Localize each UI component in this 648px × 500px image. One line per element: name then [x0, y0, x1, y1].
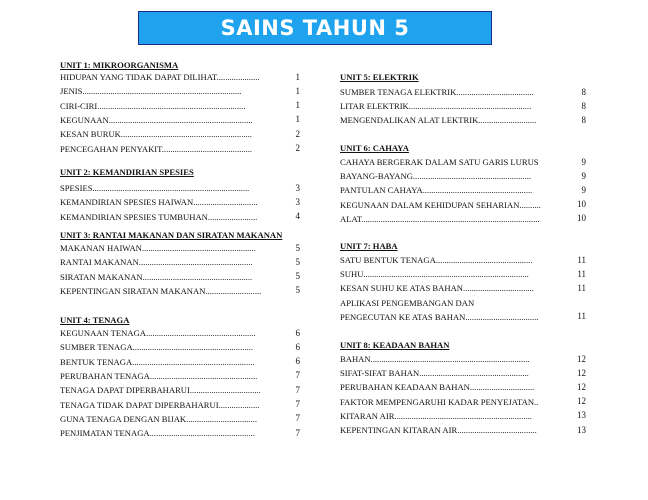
toc-entry-label: KESAN BURUK.............................................................: [60, 129, 252, 140]
unit-heading: UNIT 7: HABA: [340, 241, 398, 251]
toc-entry-label: CAHAYA BERGERAK DALAM SATU GARIS LURUS: [340, 157, 539, 167]
toc-entry-page: 11: [577, 282, 586, 293]
unit-heading: UNIT 2: KEMANDIRIAN SPESIES: [60, 167, 194, 177]
toc-entry-label: MAKANAN HAIWAN.....................................................: [60, 243, 256, 253]
unit-heading: UNIT 5: ELEKTRIK: [340, 72, 419, 82]
toc-entry-page: 5: [295, 256, 300, 267]
toc-entry-label: KEPENTINGAN KITARAN AIR.....................................: [340, 425, 537, 435]
unit-heading: UNIT 4: TENAGA: [60, 315, 130, 325]
title-banner: [138, 11, 492, 45]
unit-heading: UNIT 8: KEADAAN BAHAN: [340, 340, 450, 350]
toc-entry-label: KEMANDIRIAN SPESIES TUMBUHAN.......................: [60, 211, 258, 222]
toc-entry-page: 8: [581, 114, 586, 125]
toc-entry-page: 7: [295, 384, 300, 395]
toc-entry-page: 11: [577, 254, 586, 265]
toc-entry-label: SUHU.............................................................................: [340, 269, 529, 280]
toc-entry-page: 12: [577, 367, 586, 378]
toc-entry-page: 4: [295, 211, 300, 222]
toc-entry-page: 13: [577, 424, 586, 435]
toc-entry-label: SUMBER TENAGA........................................................: [60, 342, 253, 353]
toc-entry-page: 13: [577, 410, 586, 421]
toc-entry-page: 3: [295, 196, 300, 207]
toc-entry-label: KEGUNAAN...................................................................: [60, 114, 253, 125]
toc-entry-page: 12: [577, 396, 586, 407]
unit-heading: UNIT 6: CAHAYA: [340, 143, 409, 153]
toc-entry-label: KITARAN AIR................................................................: [340, 410, 532, 421]
toc-entry-label: SATU BENTUK TENAGA.............................................: [340, 255, 533, 265]
toc-entry-label: PENCEGAHAN PENYAKIT..........................................: [60, 143, 253, 154]
page-title: SAINS TAHUN 5: [220, 16, 410, 40]
toc-entry-page: 2: [295, 128, 300, 139]
toc-entry-page: 5: [295, 242, 300, 253]
toc-entry-label: HIDUPAN YANG TIDAK DAPAT DILIHAT....................: [60, 72, 260, 82]
toc-entry-label: KESAN SUHU KE ATAS BAHAN.................................: [340, 283, 534, 294]
toc-entry-page: 11: [577, 311, 586, 322]
toc-entry-label: PENJIMATAN TENAGA.................................................: [60, 428, 255, 439]
toc-entry-label: SPESIES.........................................................................: [60, 183, 250, 193]
toc-entry-label: PERUBAHAN KEADAAN BAHAN..............................: [340, 382, 535, 393]
toc-entry-page: 6: [295, 341, 300, 352]
toc-entry-page: 9: [581, 184, 586, 195]
toc-entry-label: BENTUK TENAGA.........................................................: [60, 356, 255, 367]
toc-entry-page: 6: [295, 356, 300, 367]
toc-entry-page: 1: [295, 114, 300, 125]
toc-entry-page: 6: [295, 327, 300, 338]
toc-entry-label: PANTULAN CAHAYA...................................................: [340, 185, 533, 196]
toc-entry-page: 10: [577, 213, 586, 224]
toc-entry-label: TENAGA DAPAT DIPERBAHARUI.................................: [60, 385, 261, 396]
toc-entry-page: 9: [581, 170, 586, 181]
toc-entry-label: SIFAT-SIFAT BAHAN...................................................: [340, 368, 529, 379]
toc-entry-label: JENIS..........................................................................: [60, 86, 242, 97]
toc-entry-page: 1: [295, 71, 300, 82]
toc-entry-label: KEGUNAAN TENAGA...................................................: [60, 328, 256, 338]
toc-entry-page: 8: [581, 100, 586, 111]
toc-entry-label: KEPENTINGAN SIRATAN MAKANAN..........................: [60, 285, 262, 296]
toc-entry-page: 8: [581, 86, 586, 97]
toc-entry-label: BAYANG-BAYANG.......................................................: [340, 171, 532, 182]
toc-entry-label: PENGECUTAN KE ATAS BAHAN..................................: [340, 311, 539, 322]
toc-entry-page: 10: [577, 199, 586, 210]
toc-entry-page: 3: [295, 182, 300, 193]
unit-heading: UNIT 3: RANTAI MAKANAN DAN SIRATAN MAKANAN: [60, 230, 283, 240]
toc-entry-page: 5: [295, 285, 300, 296]
toc-entry-page: 2: [295, 143, 300, 153]
toc-entry-page: 7: [295, 413, 300, 424]
toc-entry-label: PERUBAHAN TENAGA..................................................: [60, 370, 258, 381]
toc-entry-page: 9: [581, 156, 586, 167]
toc-entry-label: APLIKASI PENGEMBANGAN DAN: [340, 297, 475, 308]
toc-entry-page: 12: [577, 353, 586, 364]
toc-entry-page: 11: [577, 268, 586, 279]
toc-entry-page: 1: [295, 85, 300, 96]
toc-entry-page: 12: [577, 381, 586, 392]
toc-entry-page: 7: [295, 399, 300, 409]
toc-entry-label: ALAT...................................................................................: [340, 213, 540, 224]
toc-entry-label: KEGUNAAN DALAM KEHIDUPAN SEHARIAN..........: [340, 199, 541, 210]
toc-entry-label: GUNA TENAGA DENGAN BIJAK.................................: [60, 413, 258, 424]
unit-heading: UNIT 1: MIKROORGANISMA: [60, 60, 179, 70]
toc-entry-page: 1: [295, 100, 300, 111]
toc-entry-label: CIRI-CIRI.....................................................................: [60, 100, 246, 111]
toc-entry-page: 7: [295, 370, 300, 381]
toc-entry-label: TENAGA TIDAK DAPAT DIPERBAHARUI...................: [60, 399, 260, 410]
toc-entry-label: LITAR ELEKTRIK.........................................................: [340, 101, 532, 112]
toc-entry-label: SIRATAN MAKANAN...................................................: [60, 271, 253, 282]
toc-entry-label: SUMBER TENAGA ELEKTRIK....................................: [340, 87, 534, 97]
toc-entry-label: MENGENDALIKAN ALAT LEKTRIK...........................: [340, 115, 537, 126]
toc-entry-label: FAKTOR MEMPENGARUHI KADAR PENYEJATAN..: [340, 396, 539, 407]
toc-entry-page: 5: [295, 271, 300, 282]
toc-entry-label: RANTAI MAKANAN.....................................................: [60, 257, 253, 268]
toc-entry-page: 7: [295, 427, 300, 438]
toc-entry-label: BAHAN..........................................................................: [340, 354, 530, 364]
toc-entry-label: KEMANDIRIAN SPESIES HAIWAN..............................: [60, 197, 258, 208]
